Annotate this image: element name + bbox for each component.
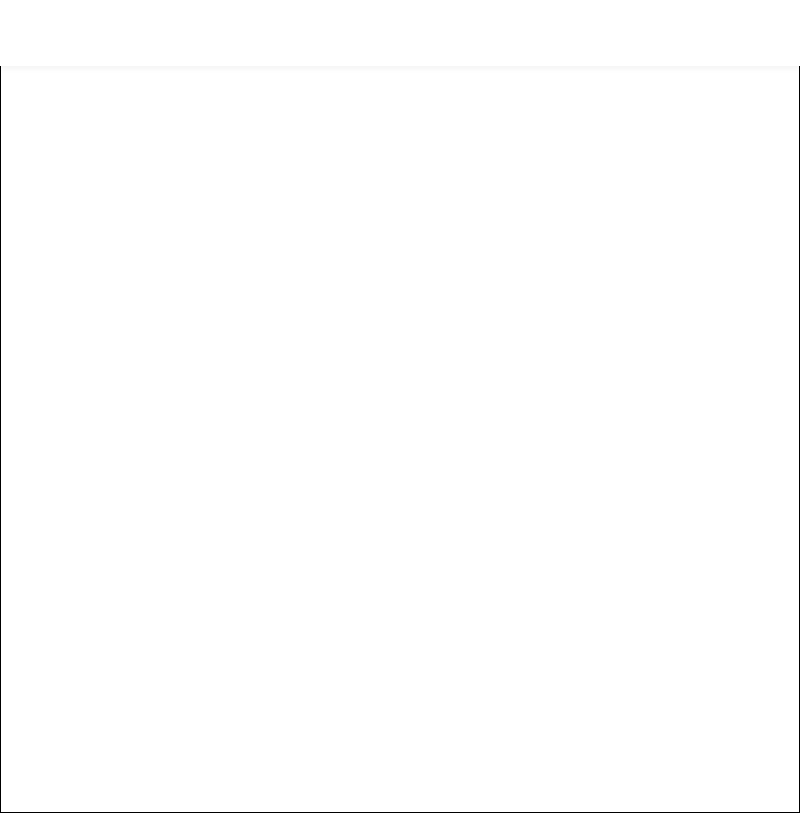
top-bar <box>0 0 800 66</box>
letter-page <box>0 66 800 813</box>
